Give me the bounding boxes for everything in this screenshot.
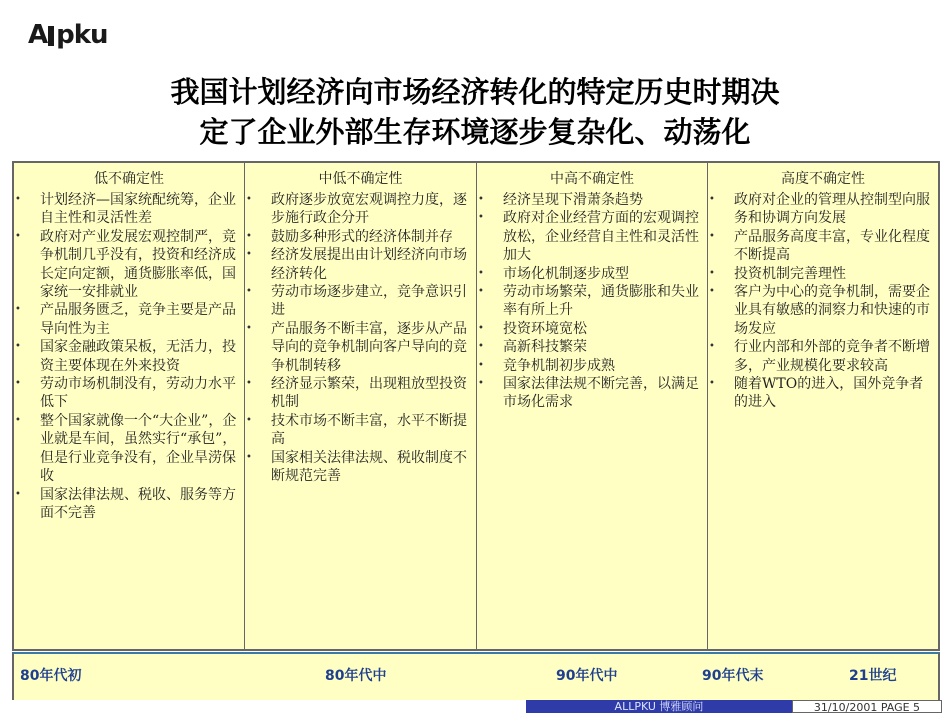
list-item: • 劳动市场逐步建立，竞争意识引进 (245, 283, 476, 320)
column-medium-high-uncertainty (477, 163, 708, 649)
list-item: • 经济显示繁荣，出现粗放型投资机制 (245, 375, 476, 412)
list-item: • 产品服务高度丰富，专业化程度不断提高 (708, 228, 938, 265)
list-item: • 经济呈现下滑萧条趋势 (477, 191, 707, 209)
column-items (245, 191, 476, 486)
list-item: • 鼓励多种形式的经济体制并存 (245, 228, 476, 246)
list-item: • 技术市场不断丰富，水平不断提高 (245, 412, 476, 449)
list-item: • 国家金融政策呆板，无活力，投资主要体现在外来投资 (14, 338, 244, 375)
list-item: • 市场化机制逐步成型 (477, 265, 707, 283)
column-heading: 中低不确定性 (318, 171, 403, 187)
timeline-label: 90年代中 (556, 668, 618, 684)
list-item: • 投资机制完善理性 (708, 265, 938, 283)
logo-text-pku: pku (56, 20, 108, 50)
list-item: • 产品服务不断丰富，逐步从产品导向的竞争机制向客户导向的竞争机制转移 (245, 320, 476, 375)
column-heading: 低不确定性 (94, 171, 164, 187)
list-item: • 整个国家就像一个“大企业”，企业就是车间，虽然实行“承包”，但是行业竞争没有，企业旱涝保收 (14, 412, 244, 486)
list-item: • 竞争机制初步成熟 (477, 357, 707, 375)
list-item: • 劳动市场机制没有，劳动力水平低下 (14, 375, 244, 412)
timeline-label: 90年代末 (702, 668, 764, 684)
list-item: • 政府对企业经营方面的宏观调控放松，企业经营自主性和灵活性加大 (477, 209, 707, 264)
list-item: • 计划经济—国家统配统筹，企业自主性和灵活性差 (14, 191, 244, 228)
list-item: • 政府对产业发展宏观控制严，竞争机制几乎没有，投资和经济成长定向定额，通货膨胀率低，国家统一安排就业 (14, 228, 244, 302)
list-item: • 随着WTO的进入，国外竞争者的进入 (708, 375, 938, 412)
title-line-2: 定了企业外部生存环境逐步复杂化、动荡化 (199, 115, 751, 149)
list-item: • 投资环境宽松 (477, 320, 707, 338)
list-item: • 行业内部和外部的竞争者不断增多，产业规模化要求较高 (708, 338, 938, 375)
column-heading: 中高不确定性 (550, 171, 634, 187)
footer-date-page: 31/10/2001 PAGE 5 (792, 700, 942, 713)
logo-text-a: A (28, 20, 48, 50)
slide-title (0, 72, 950, 152)
logo-bar-icon (48, 26, 54, 46)
timeline-label: 80年代初 (20, 668, 82, 684)
allpku-logo (28, 20, 108, 50)
column-items (708, 191, 938, 412)
list-item: • 产品服务匮乏，竞争主要是产品导向性为主 (14, 301, 244, 338)
column-items (477, 191, 707, 412)
uncertainty-table (12, 161, 940, 651)
timeline-label: 21世纪 (849, 668, 897, 684)
column-heading: 高度不确定性 (781, 171, 865, 187)
timeline-label: 80年代中 (325, 668, 387, 684)
list-item: • 经济发展提出由计划经济向市场经济转化 (245, 246, 476, 283)
column-items (14, 191, 244, 522)
list-item: • 国家法律法规、税收、服务等方面不完善 (14, 486, 244, 523)
list-item: • 政府对企业的管理从控制型向服务和协调方向发展 (708, 191, 938, 228)
list-item: • 客户为中心的竞争机制，需要企业具有敏感的洞察力和快速的市场发应 (708, 283, 938, 338)
list-item: • 国家法律法规不断完善，以满足市场化需求 (477, 375, 707, 412)
title-line-1: 我国计划经济向市场经济转化的特定历史时期决 (170, 75, 780, 109)
column-medium-low-uncertainty (245, 163, 477, 649)
column-high-uncertainty (708, 163, 938, 649)
list-item: • 劳动市场繁荣，通货膨胀和失业率有所上升 (477, 283, 707, 320)
column-low-uncertainty (14, 163, 245, 649)
footer-brand: ALLPKU 博雅顾问 (526, 700, 792, 713)
timeline-bar (12, 652, 940, 700)
list-item: • 国家相关法律法规、税收制度不断规范完善 (245, 449, 476, 486)
list-item: • 政府逐步放宽宏观调控力度，逐步施行政企分开 (245, 191, 476, 228)
list-item: • 高新科技繁荣 (477, 338, 707, 356)
